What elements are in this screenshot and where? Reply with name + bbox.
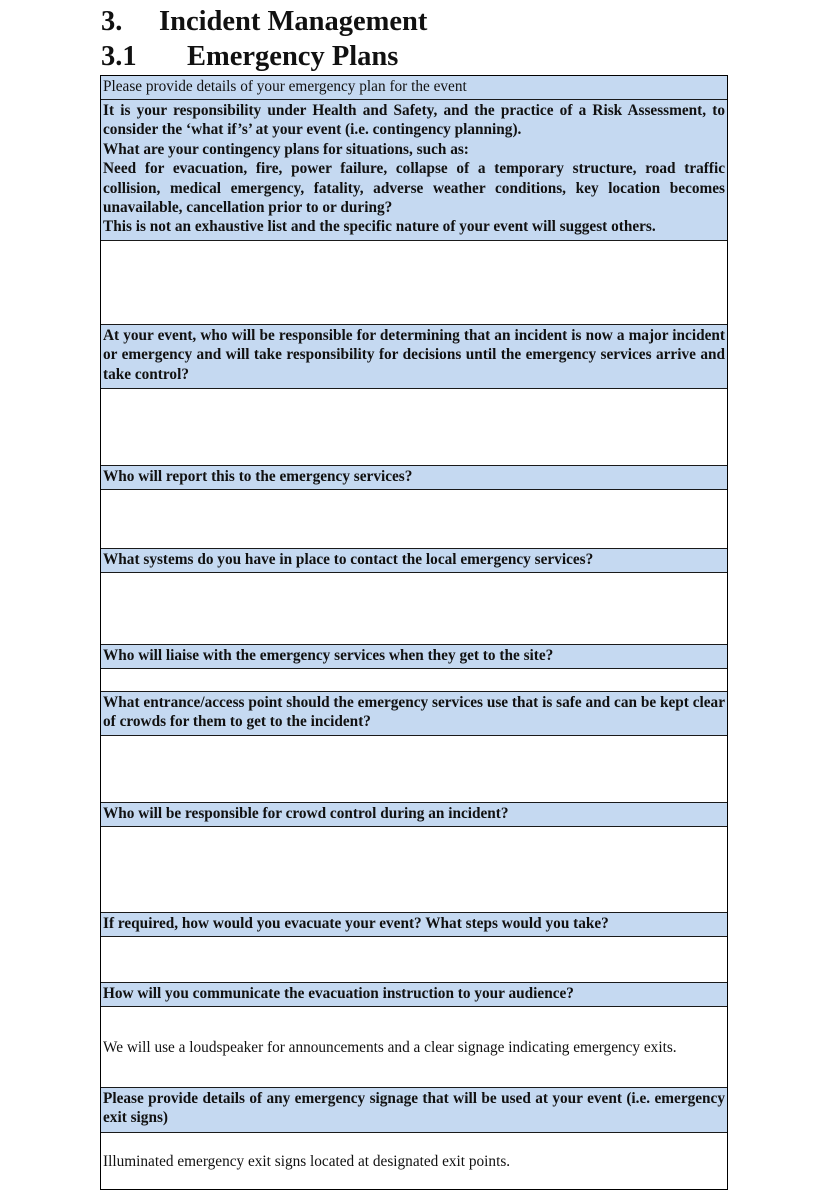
- question-row: [101, 803, 727, 827]
- question-row: [101, 983, 727, 1007]
- question-text: What systems do you have in place to contact the local emergency services?: [103, 551, 594, 568]
- intro-text: Please provide details of your emergency plan for the event: [103, 78, 467, 95]
- answer-field[interactable]: [101, 937, 727, 983]
- subsection-heading: [101, 40, 398, 74]
- question-row: [101, 913, 727, 937]
- contingency-line-3: Need for evacuation, fire, power failure, collapse of a temporary structure, road traffic collision, medical emergency, fatality, adverse weather conditions, key location becomes unavailable, cancellation prior to or during?: [103, 160, 725, 217]
- contingency-line-1: It is your responsibility under Health and Safety, and the practice of a Risk Assessment, to consider the ‘what if’s’ at your event (i.e. contingency planning).: [103, 102, 725, 139]
- answer-text: Illuminated emergency exit signs located at designated exit points.: [103, 1152, 511, 1170]
- question-text: How will you communicate the evacuation instruction to your audience?: [103, 985, 574, 1002]
- emergency-plan-form: [100, 75, 728, 1190]
- question-text: What entrance/access point should the emergency services use that is safe and can be kept clear of crowds for them to get to the incident?: [103, 694, 725, 731]
- question-text: Who will report this to the emergency services?: [103, 468, 413, 485]
- answer-field[interactable]: [101, 1007, 727, 1088]
- question-row: [101, 325, 727, 389]
- answer-field[interactable]: [101, 573, 727, 645]
- question-text: If required, how would you evacuate your event? What steps would you take?: [103, 915, 609, 932]
- section-heading: [101, 5, 427, 39]
- contingency-answer-field[interactable]: [101, 241, 727, 325]
- question-row: [101, 692, 727, 736]
- subsection-number: 3.1: [101, 41, 137, 72]
- question-text: Please provide details of any emergency signage that will be used at your event (i.e. emergency exit signs): [103, 1090, 725, 1127]
- question-text: Who will be responsible for crowd control during an incident?: [103, 805, 509, 822]
- answer-text: We will use a loudspeaker for announcements and a clear signage indicating emergency exits.: [103, 1038, 677, 1056]
- section-number: 3.: [101, 6, 123, 37]
- question-row: [101, 466, 727, 490]
- intro-row: [101, 76, 727, 100]
- answer-field[interactable]: [101, 669, 727, 692]
- question-row: [101, 645, 727, 669]
- question-text: Who will liaise with the emergency services when they get to the site?: [103, 647, 554, 664]
- question-row: [101, 549, 727, 573]
- contingency-line-4: This is not an exhaustive list and the specific nature of your event will suggest others.: [103, 218, 656, 236]
- answer-field[interactable]: [101, 736, 727, 803]
- section-title: Incident Management: [159, 6, 428, 37]
- answer-field[interactable]: [101, 1133, 727, 1189]
- contingency-question: [101, 100, 727, 241]
- subsection-title: Emergency Plans: [187, 41, 399, 72]
- question-text: At your event, who will be responsible for determining that an incident is now a major incident or emergency and will take responsibility for decisions until the emergency services arrive and take control?: [103, 327, 725, 383]
- answer-field[interactable]: [101, 389, 727, 466]
- answer-field[interactable]: [101, 490, 727, 549]
- answer-field[interactable]: [101, 827, 727, 913]
- contingency-line-2: What are your contingency plans for situations, such as:: [103, 140, 469, 158]
- question-row: [101, 1088, 727, 1133]
